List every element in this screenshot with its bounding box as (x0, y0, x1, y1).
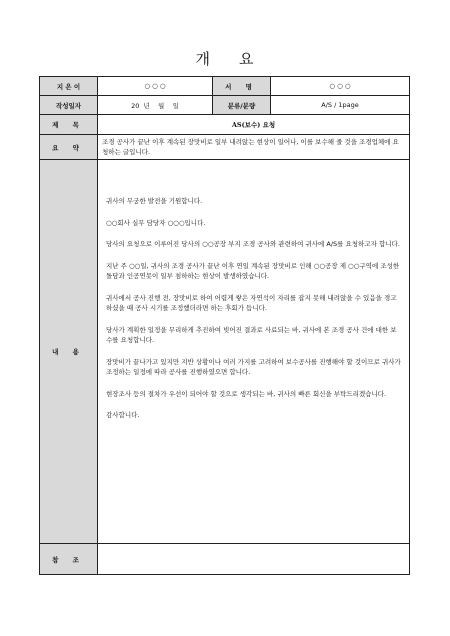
category-value: A/S / 1page (271, 96, 410, 115)
subject-value: AS(보수) 요청 (98, 115, 410, 135)
author-value: ○ ○ ○ (98, 77, 213, 96)
document-title (0, 48, 450, 69)
overview-form (39, 76, 410, 575)
signature-label: 서 명 (213, 77, 271, 96)
content-paragraph: ○○회사 실무 담당자 ○○○입니다. (106, 218, 206, 227)
summary-value: 조경 공사가 끝난 이후 계속된 장맛비로 일부 내려앉는 현상이 일어나, 이를 보수해 줄 것을 조경업체에 요청하는 글입니다. (98, 135, 410, 160)
content-paragraph: 감사합니다. (106, 411, 140, 419)
category-label: 분류/분량 (213, 96, 271, 115)
content-paragraph: 당사가 계획한 일정을 무리하게 추진하여 빚어진 결과로 사료되는 바, 귀사에 본 조경 공사 건에 대한 보수를 요청합니다. (106, 325, 397, 344)
title-char-2: 요 (239, 50, 255, 68)
date-value: 20 년 월 일 (98, 96, 213, 115)
signature-value: ○ ○ ○ (271, 77, 410, 96)
subject-label: 제 목 (40, 115, 98, 135)
title-char-1: 개 (195, 50, 211, 68)
content-paragraph: 귀사의 무궁한 발전을 기원합니다. (106, 197, 203, 205)
summary-label: 요 약 (40, 135, 98, 160)
content-paragraph: 귀사에서 공사 진행 전, 장맛비로 하여 어렵게 쌓은 자연석이 자리를 잡지 못해 내려앉을 수 있음을 경고하셨을 때 공사 시기를 조정했더라면 하는 후회가 듭니다. (106, 293, 397, 312)
content-body (98, 160, 410, 544)
content-paragraph: 현장조사 등의 절차가 우선이 되어야 할 것으로 생각되는 바, 귀사의 빠른 회신을 부탁드리겠습니다. (106, 389, 387, 398)
reference-value (98, 544, 410, 575)
date-label: 작성일자 (40, 96, 98, 115)
content-paragraph: 지난 주 ○○일, 귀사의 조경 공사가 끝난 이후 연일 계속된 장맛비로 인해 ○○공장 제 ○○구역에 조성한 돌담과 인공연못이 일부 침하하는 현상이 발생하였습니다. (106, 261, 400, 280)
content-paragraph: 장맛비가 끝나가고 있지만 지반 상황이나 여러 가지를 고려하여 보수공사를 진행해야 할 것이므로 귀사가 조정하는 일정에 따라 공사를 진행하였으면 합니다. (106, 357, 401, 376)
content-label: 내 용 (40, 160, 98, 544)
content-paragraph: 당사의 요청으로 이루어진 당사의 ○○공장 부지 조경 공사와 관련하여 귀사에 A/S를 요청하고자 합니다. (106, 240, 400, 248)
reference-label: 참 조 (40, 544, 98, 575)
author-label: 지 은 이 (40, 77, 98, 96)
